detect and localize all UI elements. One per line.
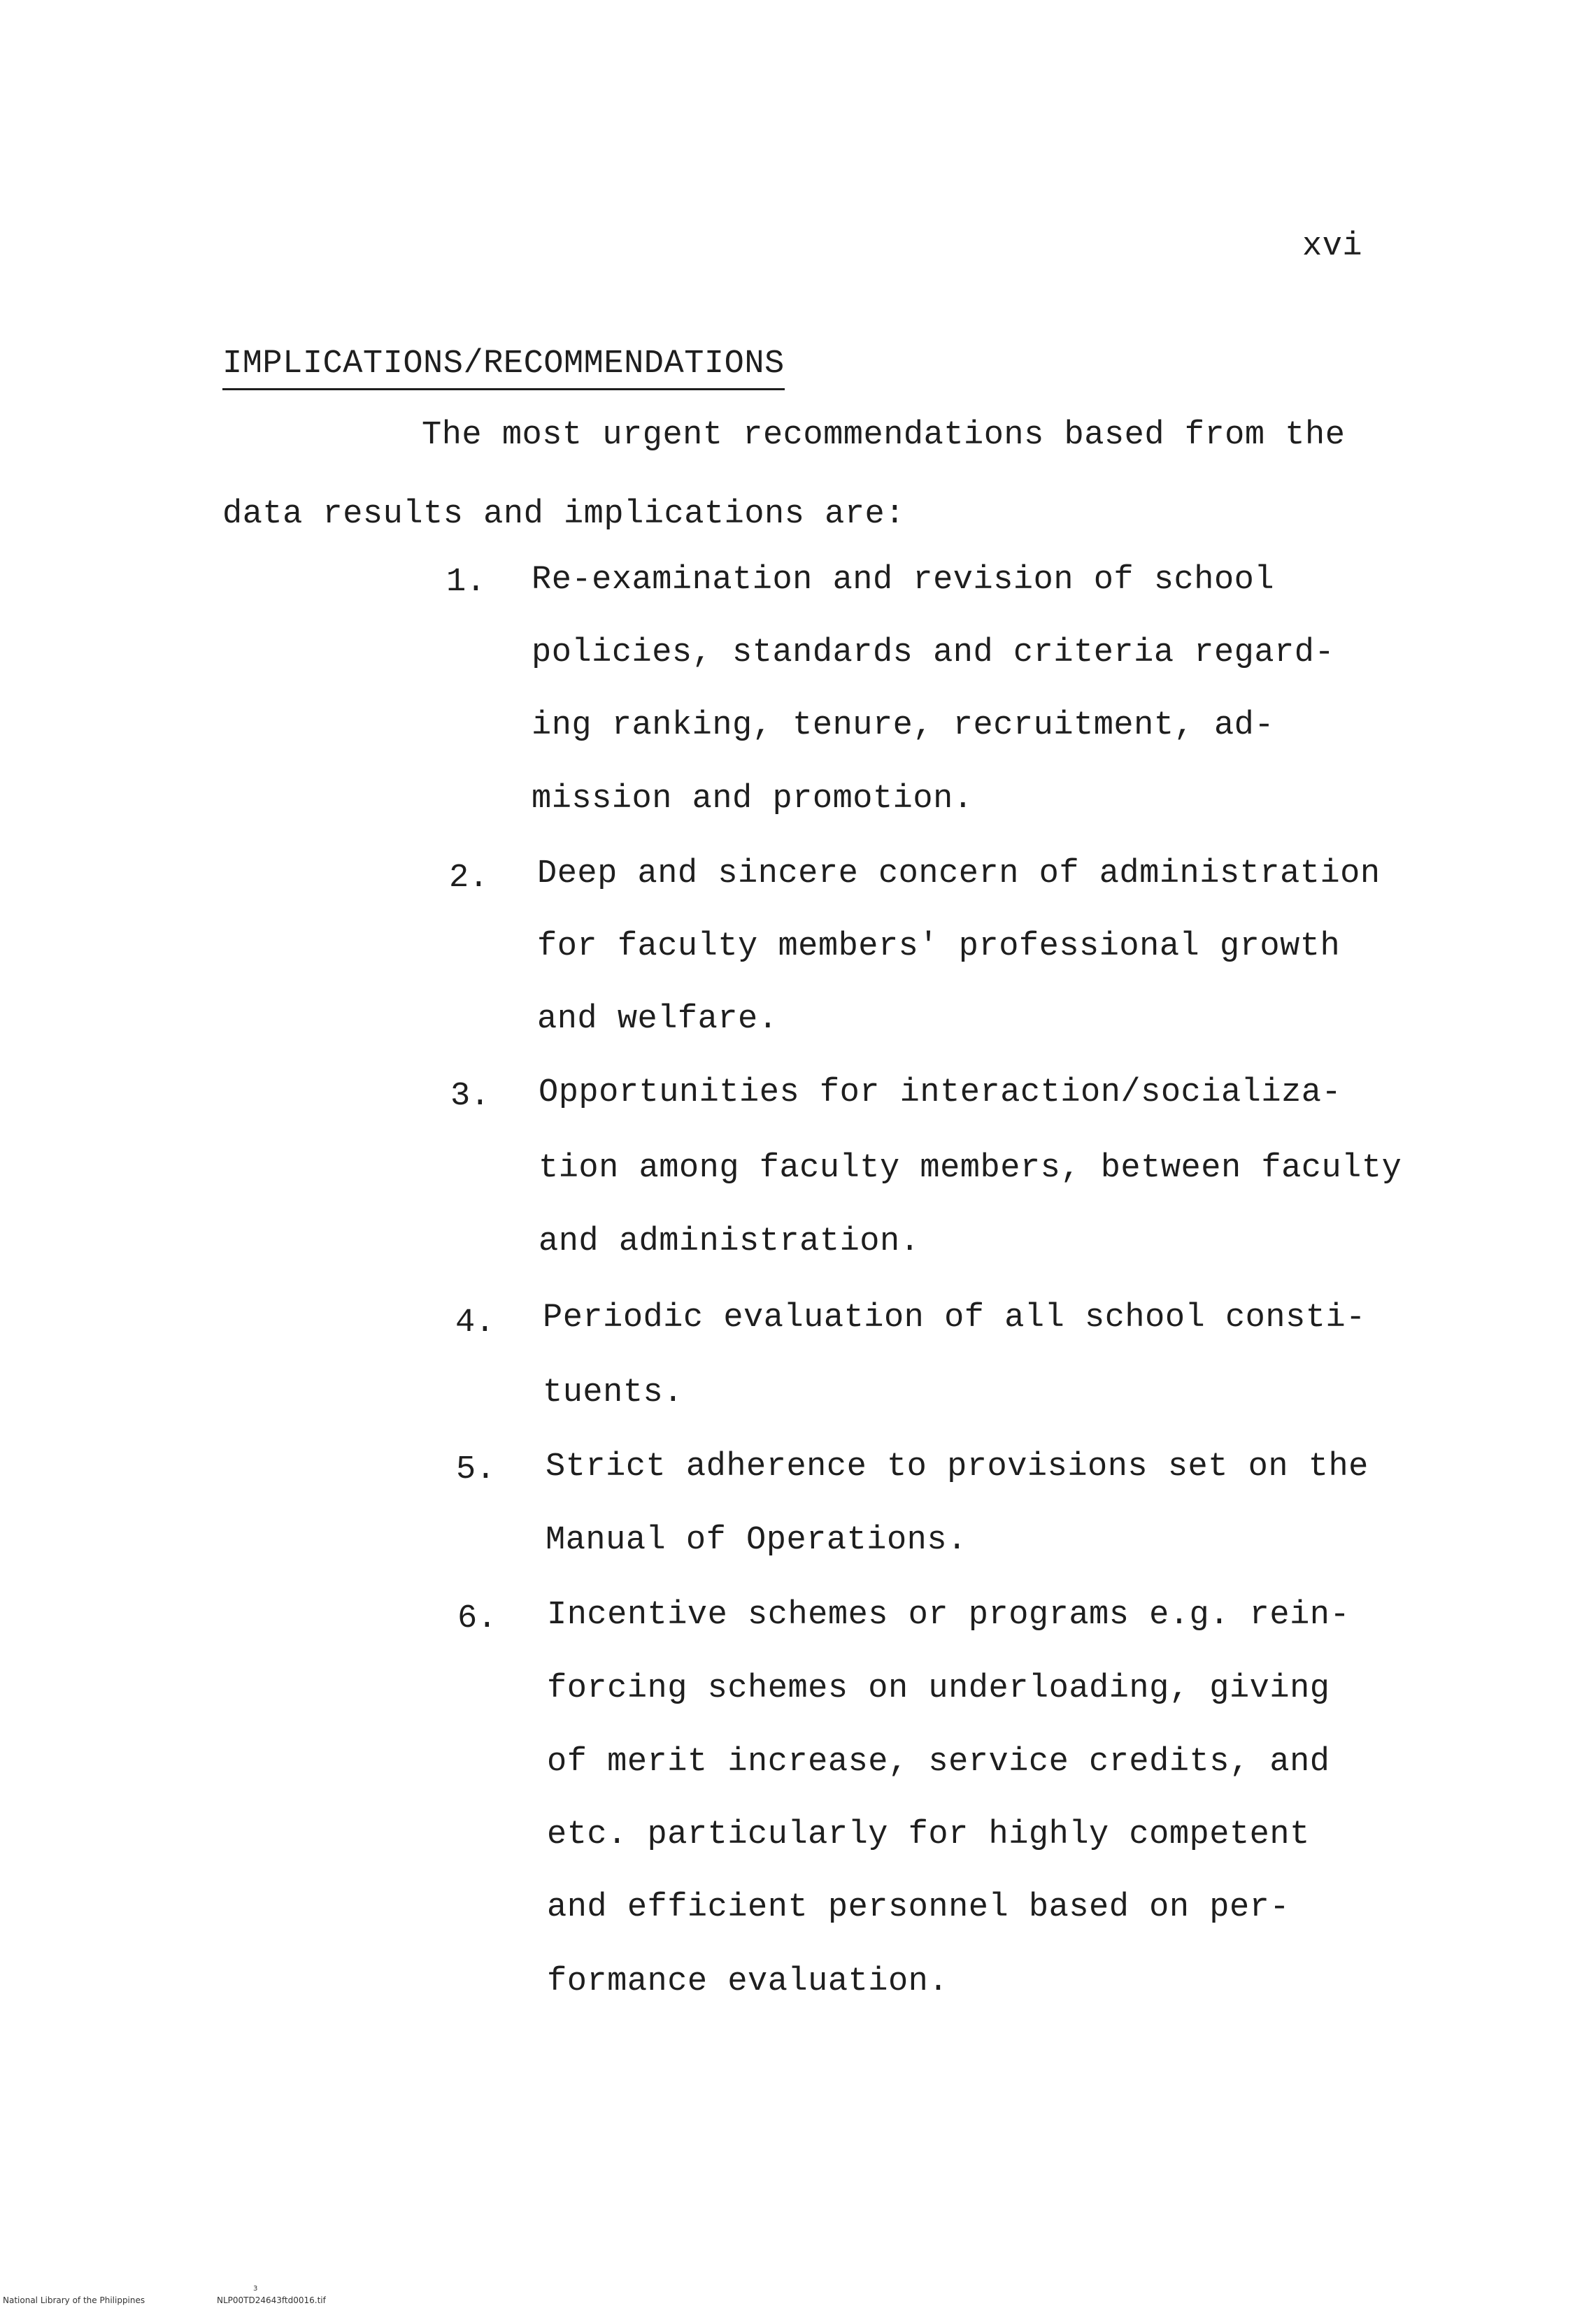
recommendation-6-number: 6. [457, 1600, 497, 1637]
page-number: xvi [1302, 228, 1363, 265]
recommendation-5-number: 5. [456, 1451, 496, 1488]
recommendation-5-line-1: Strict adherence to provisions set on the [546, 1448, 1369, 1486]
section-title: IMPLICATIONS/RECOMMENDATIONS [222, 343, 785, 390]
recommendation-3-number: 3. [450, 1078, 490, 1115]
recommendation-6-line-2: forcing schemes on underloading, giving [547, 1670, 1330, 1707]
recommendation-1-line-3: ing ranking, tenure, recruitment, ad- [532, 707, 1275, 744]
recommendation-6-line-5: and efficient personnel based on per- [547, 1889, 1290, 1926]
recommendation-3-line-1: Opportunities for interaction/socializa- [539, 1074, 1342, 1111]
intro-line-1: The most urgent recommendations based from the [422, 417, 1346, 454]
recommendation-6-line-1: Incentive schemes or programs e.g. rein- [547, 1597, 1351, 1634]
recommendation-5-line-2: Manual of Operations. [546, 1522, 967, 1559]
recommendation-4-line-1: Periodic evaluation of all school consti- [543, 1299, 1366, 1337]
footer-mark: 3 [253, 2285, 258, 2293]
recommendation-2-line-3: and welfare. [537, 1001, 778, 1038]
recommendation-3-line-2: tion among faculty members, between faculty [539, 1150, 1402, 1187]
footer-library-name: National Library of the Philippines [3, 2295, 145, 2305]
recommendation-6-line-6: formance evaluation. [547, 1963, 949, 2000]
recommendation-1-number: 1. [446, 564, 486, 601]
footer-file-name: NLP00TD24643ftd0016.tif [217, 2295, 326, 2305]
recommendation-4-line-2: tuents. [543, 1374, 683, 1411]
recommendation-3-line-3: and administration. [539, 1223, 920, 1260]
recommendation-6-line-4: etc. particularly for highly competent [547, 1816, 1310, 1853]
recommendation-4-number: 4. [455, 1304, 495, 1341]
recommendation-2-line-2: for faculty members' professional growth [537, 928, 1341, 965]
recommendation-1-line-4: mission and promotion. [532, 781, 974, 818]
intro-line-2: data results and implications are: [222, 496, 905, 533]
recommendation-1-line-1: Re-examination and revision of school [532, 562, 1275, 599]
recommendation-2-line-1: Deep and sincere concern of administration [537, 855, 1381, 892]
recommendation-2-number: 2. [449, 860, 489, 897]
recommendation-1-line-2: policies, standards and criteria regard- [532, 634, 1335, 671]
recommendation-6-line-3: of merit increase, service credits, and [547, 1744, 1330, 1781]
